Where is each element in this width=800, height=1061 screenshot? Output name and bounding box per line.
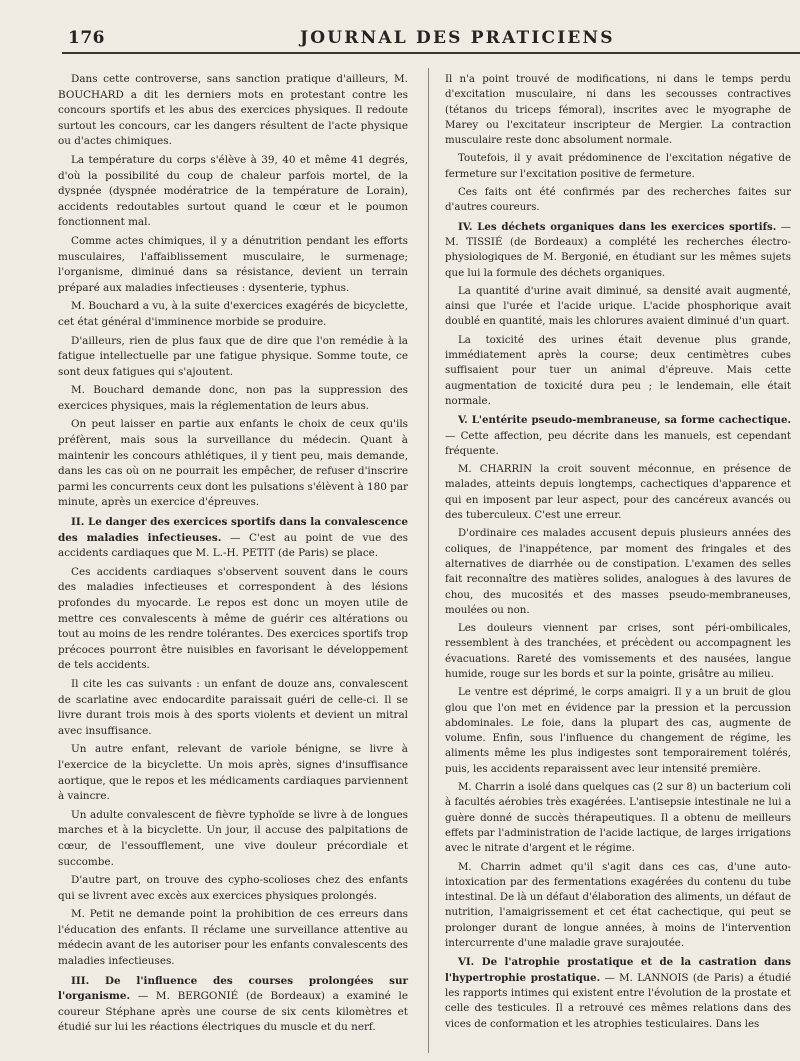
paragraph: M. CHARRIN la croit souvent méconnue, en présence de malades, atteints depuis longtemps, cachectiques d'apparence et qui en imposent par leur aspect, pour des cancéreux avancés ou des tuberculeux. C'est une erreur.: [445, 464, 791, 522]
header-rule: [62, 52, 800, 54]
section-heading: [445, 413, 791, 459]
section-text: — M. BERGONIÉ (de Bordeaux) a examiné le coureur Stéphane après une course de six cents kilomètres et étudié sur lui les réactions électriques du muscle et du nerf.: [58, 990, 408, 1034]
page-header: [0, 24, 800, 54]
section-title: Le danger des exercices sportifs dans la convalescence des maladies infectieuses.: [58, 516, 408, 544]
section-text: — M. LANNOIS (de Paris) a étudié les rapports intimes qui existent entre l'évolution de la prostate et celle des testicules. Il a retrouvé ces mêmes relations dans des vices de conformation et les atrophies testiculaires. Dans les: [445, 972, 791, 1030]
section-heading: [58, 515, 408, 562]
paragraph: Ces accidents cardiaques s'observent souvent dans le cours des maladies infectieuses et correspondent à des lésions profondes du myocarde. Le repos est donc un moyen utile de mettre ces convalescents à même de guérir ces altérations ou tout au moins de les rendre tolérantes. Des exercices sportifs trop précoces pourront être nuisibles en favorisant le développement de tels accidents.: [58, 565, 408, 672]
section-text: — C'est au point de vue des accidents cardiaques que M. L.-H. PETIT (de Paris) se place.: [58, 531, 408, 560]
section-number: III.: [71, 974, 105, 987]
paragraph: D'autre part, on trouve des cypho-scolioses chez des enfants qui se livrent avec excès aux exercices physiques prolongés.: [58, 874, 408, 902]
paragraph: Il n'a point trouvé de modifications, ni dans le temps perdu d'excitation musculaire, ni dans les secousses contractives (tétanos du triceps fémoral), inscrites avec le myographe de Marey ou l'excitateur inscripteur de Mergier. La contraction musculaire reste donc absolument normale.: [445, 74, 791, 147]
paragraph: M. Petit ne demande point la prohibition de ces erreurs dans l'éducation des enfants. Il réclame une surveillance attentive au médecin avant de les autoriser pour les enfants convalescents des maladies infectieuses.: [58, 908, 408, 968]
page-number: 176: [68, 28, 105, 48]
section-heading: [445, 955, 791, 1031]
section-heading: [445, 220, 791, 281]
paragraph: La quantité d'urine avait diminué, sa densité avait augmenté, ainsi que l'urée et l'acide urique. L'acide phosphorique avait doublé en quantité, mais les chlorures avaient diminué d'un quart.: [445, 285, 791, 328]
section-title: De l'influence des courses prolongées sur l'organisme.: [58, 974, 408, 1003]
paragraph: Le ventre est déprimé, le corps amaigri. Il y a un bruit de glou glou que l'on met en évidence par la pression et la percussion abdominales. Le foie, dans la plupart des cas, augmente de volume. Enfin, sous l'influence du changement de régime, les aliments même les plus indigestes sont temporairement tolérés, puis, les accidents reparaissent avec leur intensité première.: [445, 687, 791, 775]
section-number: V.: [458, 414, 472, 427]
paragraph: Dans cette controverse, sans sanction pratique d'ailleurs, M. BOUCHARD a dit les derniers mots en protestant contre les concours sportifs et les abus des exercices physiques. Il redoute surtout les concours, car les dangers résultent de l'acte physique ou d'actes chimiques.: [58, 73, 408, 148]
section-title: De l'atrophie prostatique et de la castration dans l'hypertrophie prostatique.: [445, 956, 791, 984]
section-number: II.: [71, 516, 88, 529]
journal-title: JOURNAL DES PRATICIENS: [300, 28, 615, 48]
paragraph: Ces faits ont été confirmés par des recherches faites sur d'autres coureurs.: [445, 187, 791, 214]
right-column: [445, 72, 791, 1035]
section-heading: [58, 974, 408, 1036]
paragraph: Comme actes chimiques, il y a dénutrition pendant les efforts musculaires, l'affaiblissement musculaire, le surmenage; l'organisme, diminué dans sa résistance, devient un terrain préparé aux maladies infectieuses : dysenterie, typhus.: [58, 234, 408, 294]
paragraph: Il cite les cas suivants : un enfant de douze ans, convalescent de scarlatine avec endocardite paraissait guéri de celle-ci. Il se livre durant trois mois à des sports violents et devient un mitral avec insuffisance.: [58, 677, 408, 737]
paragraph: Les douleurs viennent par crises, sont péri-ombilicales, ressemblent à des tranchées, et précèdent ou accompagnent les évacuations. Rareté des vomissements et des nausées, langue humide, rouge sur les bords et sur la pointe, grisâtre au milieu.: [445, 623, 791, 680]
paragraph: M. Bouchard demande donc, non pas la suppression des exercices physiques, mais la réglementation de leurs abus.: [58, 384, 408, 412]
section-text: — Cette affection, peu décrite dans les manuels, est cependant fréquente.: [445, 430, 791, 457]
section-text: — M. TISSIÉ (de Bordeaux) a complété les recherches électro-physiologiques de M. Bergonié, en étudiant sur les mêmes sujets que lui la formule des déchets organiques.: [445, 221, 791, 279]
column-divider: [428, 68, 429, 1053]
section-number: VI.: [458, 956, 482, 969]
paragraph: La température du corps s'élève à 39, 40 et même 41 degrés, d'où la possibilité du coup de chaleur parfois mortel, de la dyspnée (dyspnée modératrice de la température de Lorain), accidents redoutables surtout quand le cœur et le poumon fonctionnent mal.: [58, 153, 408, 229]
paragraph: Un adulte convalescent de fièvre typhoïde se livre à de longues marches et à la bicyclette. Un jour, il accuse des palpitations de cœur, de l'essoufflement, une vive douleur précordiale et succombe.: [58, 808, 408, 868]
paragraph: M. Charrin admet qu'il s'agit dans ces cas, d'une auto-intoxication par des fermentations exagérées du contenu du tube intestinal. De là un défaut d'élaboration des aliments, un défaut de nutrition, l'amaigrissement et cet état cachectique, qui peut se prolonger durant de longue années, à moins de l'intervention intercurrente d'une maladie grave surajoutée.: [445, 861, 791, 950]
section-title: Les déchets organiques dans les exercices sportifs.: [477, 220, 777, 233]
paragraph: D'ailleurs, rien de plus faux que de dire que l'on remédie à la fatigue intellectuelle par une fatigue physique. Somme toute, ce sont deux fatigues qui s'ajoutent.: [58, 334, 408, 378]
paragraph: M. Bouchard a vu, à la suite d'exercices exagérés de bicyclette, cet état général d'imminence morbide se produire.: [58, 300, 408, 328]
paragraph: D'ordinaire ces malades accusent depuis plusieurs années des coliques, de l'inappétence, par moment des fringales et des alternatives de diarrhée ou de constipation. L'examen des selles fait reconnaître des matières solides, analogues à des lavures de chou, des mucosités et des masses pseudo-membraneuses, moulées ou non.: [445, 528, 791, 616]
paragraph: M. Charrin a isolé dans quelques cas (2 sur 8) un bacterium coli à facultés aérobies très exagérées. L'antisepsie intestinale ne lui a guère donné de succès thérapeutiques. Il a obtenu de meilleurs effets par l'administration de l'acide lactique, de larges irrigations avec le nitrate d'argent et le régime.: [445, 782, 791, 855]
paragraph: La toxicité des urines était devenue plus grande, immédiatement après la course; deux centimètres cubes suffisaient pour tuer un animal d'épreuve. Mais cette augmentation de toxicité dura peu ; le lendemain, elle était normale.: [445, 334, 791, 407]
left-column: [58, 72, 408, 1039]
paragraph: Toutefois, il y avait prédominence de l'excitation négative de fermeture sur l'excitation positive de fermeture.: [445, 153, 791, 180]
section-number: IV.: [458, 220, 478, 233]
section-title: L'entérite pseudo-membraneuse, sa forme cachectique.: [471, 414, 791, 427]
paragraph: Un autre enfant, relevant de variole bénigne, se livre à l'exercice de la bicyclette. Un mois après, signes d'insuffisance aortique, que le repos et les médicaments cardiaques parviennent à vaincre.: [58, 743, 408, 803]
paragraph: On peut laisser en partie aux enfants le choix de ceux qu'ils préfèrent, mais sous la surveillance du médecin. Quant à maintenir les concours athlétiques, il y tient peu, mais demande, dans les cas où on ne pourrait les empêcher, de refuser d'inscrire parmi les concurrents ceux dont les pulsations s'élèvent à 180 par minute, après un exercice d'épreuves.: [58, 418, 408, 509]
